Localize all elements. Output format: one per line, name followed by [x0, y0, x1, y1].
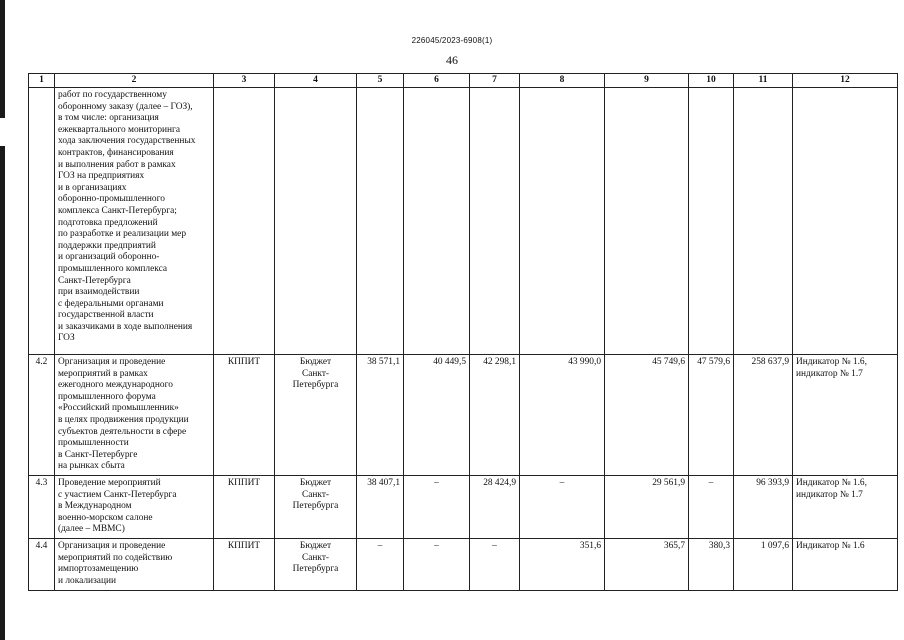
executor: КППИТ [214, 476, 275, 539]
value-col8: 351,6 [520, 539, 605, 591]
value-total [734, 88, 793, 355]
value-col6: – [404, 539, 470, 591]
executor [214, 88, 275, 355]
indicator [793, 88, 898, 355]
value-col9 [605, 88, 689, 355]
indicator: Индикатор № 1.6 [793, 539, 898, 591]
value-col8 [520, 88, 605, 355]
value-col7 [470, 88, 520, 355]
column-header: 10 [689, 74, 734, 88]
value-col6: – [404, 476, 470, 539]
document-id: 226045/2023-6908(1) [411, 36, 493, 45]
executor: КППИТ [214, 355, 275, 476]
funding-source: Бюджет Санкт- Петербурга [275, 539, 357, 591]
column-header: 9 [605, 74, 689, 88]
program-table [28, 73, 898, 591]
column-header: 8 [520, 74, 605, 88]
executor: КППИТ [214, 539, 275, 591]
value-col10: 47 579,6 [689, 355, 734, 476]
table-row [29, 539, 898, 591]
column-header: 7 [470, 74, 520, 88]
row-number: 4.3 [29, 476, 55, 539]
column-header: 12 [793, 74, 898, 88]
value-col6 [404, 88, 470, 355]
value-total: 96 393,9 [734, 476, 793, 539]
value-col9: 365,7 [605, 539, 689, 591]
column-header: 6 [404, 74, 470, 88]
activity-name: Проведение мероприятий с участием Санкт-Петербурга в Международном военно-морском салоне (далее – МВМС) [55, 476, 214, 539]
value-col5: 38 571,1 [357, 355, 404, 476]
funding-source [275, 88, 357, 355]
funding-source: Бюджет Санкт- Петербурга [275, 355, 357, 476]
value-col9: 45 749,6 [605, 355, 689, 476]
table-row [29, 355, 898, 476]
value-col8: 43 990,0 [520, 355, 605, 476]
value-col10 [689, 88, 734, 355]
value-total: 258 637,9 [734, 355, 793, 476]
value-col5: – [357, 539, 404, 591]
row-number: 4.4 [29, 539, 55, 591]
row-number [29, 88, 55, 355]
column-header: 4 [275, 74, 357, 88]
page-number: 46 [446, 53, 458, 67]
table-row [29, 476, 898, 539]
column-header: 11 [734, 74, 793, 88]
binding-edge [0, 0, 5, 640]
table-header-row [29, 74, 898, 88]
row-number: 4.2 [29, 355, 55, 476]
activity-name: работ по государственному оборонному заказу (далее – ГОЗ), в том числе: организация ежеквартального мониторинга хода заключения государственных контрактов, финансирования и выполнения работ в рамках ГОЗ на предприятиях и в организациях оборонно-промышленного комплекса Санкт-Петербурга; подготовка предложений по разработке и реализации мер поддержки предприятий и организаций оборонно- промышленного комплекса Санкт-Петербурга при взаимодействии с федеральными органами государственной власти и заказчиками в ходе выполнения ГОЗ [55, 88, 214, 355]
value-col9: 29 561,9 [605, 476, 689, 539]
column-header: 3 [214, 74, 275, 88]
indicator: Индикатор № 1.6, индикатор № 1.7 [793, 355, 898, 476]
value-col7: – [470, 539, 520, 591]
column-header: 5 [357, 74, 404, 88]
column-header: 2 [55, 74, 214, 88]
funding-source: Бюджет Санкт- Петербурга [275, 476, 357, 539]
value-col7: 28 424,9 [470, 476, 520, 539]
value-col10: – [689, 476, 734, 539]
value-col10: 380,3 [689, 539, 734, 591]
activity-name: Организация и проведение мероприятий в рамках ежегодного международного промышленного форума «Российский промышленник» в целях продвижения продукции субъектов деятельности в сфере промышленности в Санкт-Петербурге на рынках сбыта [55, 355, 214, 476]
value-col5: 38 407,1 [357, 476, 404, 539]
value-col7: 42 298,1 [470, 355, 520, 476]
value-col8: – [520, 476, 605, 539]
value-total: 1 097,6 [734, 539, 793, 591]
activity-name: Организация и проведение мероприятий по содействию импортозамещению и локализации [55, 539, 214, 591]
table-row [29, 88, 898, 355]
indicator: Индикатор № 1.6, индикатор № 1.7 [793, 476, 898, 539]
value-col5 [357, 88, 404, 355]
column-header: 1 [29, 74, 55, 88]
value-col6: 40 449,5 [404, 355, 470, 476]
